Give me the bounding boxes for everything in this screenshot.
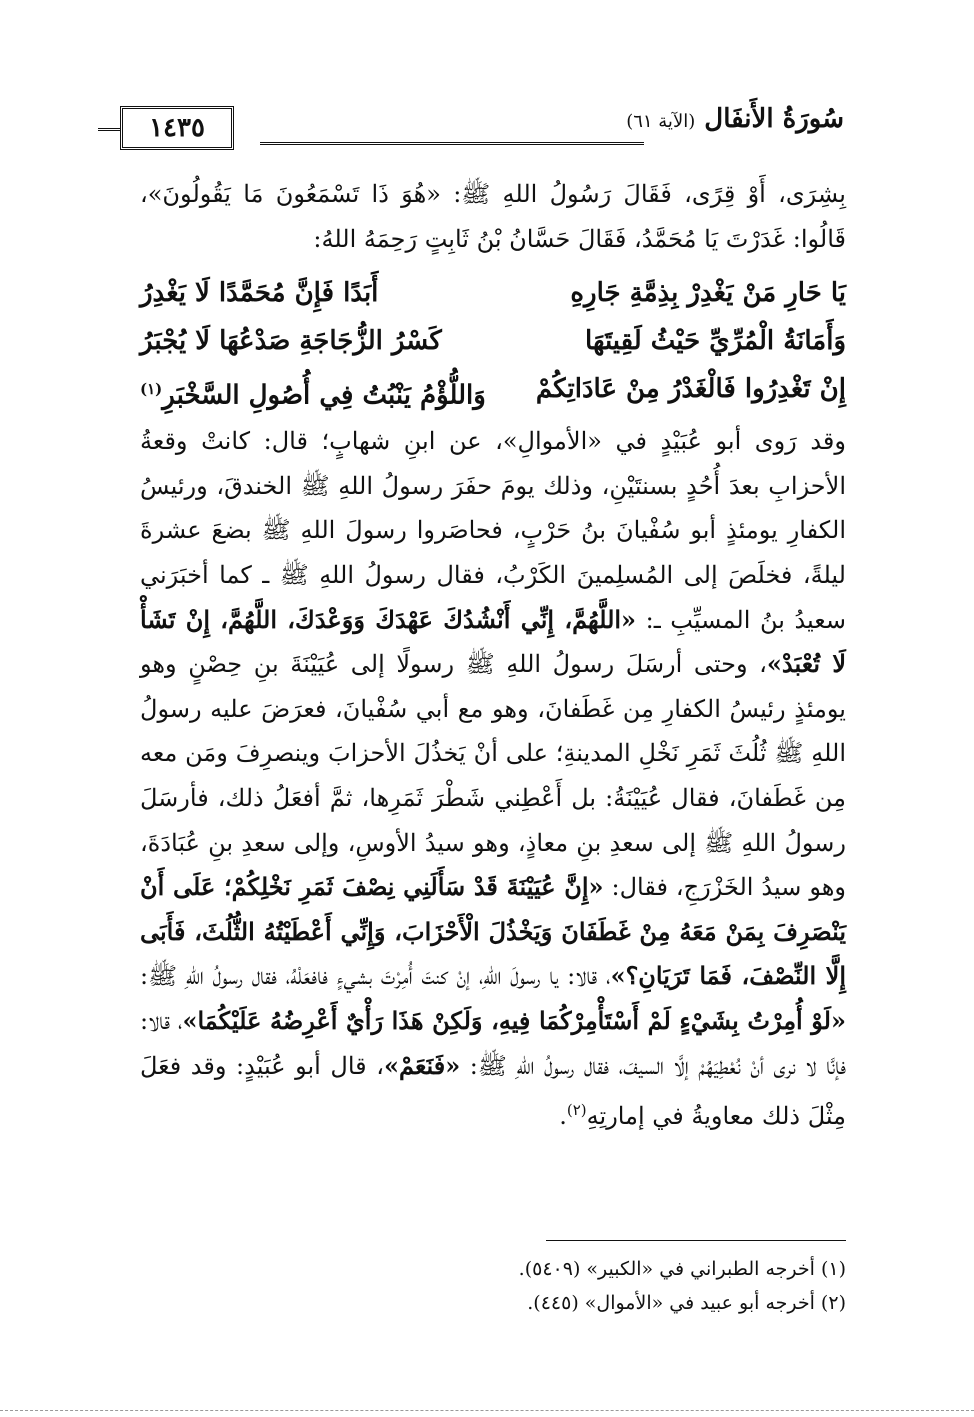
verse-first-half: إِنْ تَغْدِرُوا فَالْغَدْرُ مِنْ عَادَاتِكُمْ xyxy=(535,374,846,405)
hadith-quote: «فَنَعَمْ» xyxy=(383,1050,461,1080)
footnote-separator xyxy=(546,1240,846,1241)
footnote: (٢) أخرجه أبو عبيد في «الأموال» (٤٤٥). xyxy=(527,1292,846,1314)
narration-end: . xyxy=(559,1102,567,1131)
page-bottom-edge xyxy=(0,1410,974,1411)
page-header xyxy=(120,104,844,150)
verse-first-half: يَا حَارِ مَنْ يَغْدِرْ بِذِمَّةِ جَارِهِ xyxy=(570,278,846,309)
narration-text: وقد رَوى أبو عُبَيْدٍ في «الأموالِ»، عن ابنِ شهابٍ؛ قال: كانتْ وقعةُ الأحزابِ بعدَ أُحُدٍ بسنتَيْنِ، وذلك يومَ حفَرَ رسولُ اللهِ ﷺ الخندقَ، ورئيسُ الكفارِ يومئذٍ أبو سُفْيانَ بنُ حَرْبٍ، فحاصَروا رسولَ اللهِ ﷺ بضعَ عشرةَ ليلةً، فخلَصَ إلى المُسلِمينَ الكَرْبُ، فقال رسولُ اللهِ ﷺ ـ كما أخبَرَني سعيدُ بنُ المسيِّبِ ـ: xyxy=(140,427,846,634)
header-left-rule xyxy=(98,128,120,131)
hadith-quote: «لَوْ أُمِرْتُ بِشَيْءٍ لَمْ أَسْتَأْمِرْكُمَا فِيهِ، وَلَكِنْ هَذَا رَأْيٌ أَعْرِضُهُ عَلَيْكُمَا» xyxy=(182,1005,846,1035)
verse xyxy=(140,269,846,317)
footnote: (١) أخرجه الطبراني في «الكبير» (٥٤٠٩). xyxy=(518,1258,846,1280)
verse-first-half: وَأَمَانَةُ الْمُرِّيِّ حَيْثُ لَقِيتَهَا xyxy=(585,326,846,357)
footnotes xyxy=(140,1252,846,1320)
verse-second-half: أَبَدًا فَإِنَّ مُحَمَّدًا لَا يَغْدِرُ xyxy=(140,278,379,309)
verse-text: وَاللُّؤْمُ يَنْبُتُ فِي أُصُولِ السَّخْبَرِ xyxy=(162,380,486,411)
hadith-quote: «اللَّهُمَّ، إِنِّي أَنْشُدُكَ عَهْدَكَ وَوَعْدَكَ، اللَّهُمَّ، إِنْ تَشَأْ لَا تُعْبَدْ» xyxy=(140,604,847,679)
intro-paragraph: بِشِرَى، أَوْ قِرًى، فَقَالَ رَسُولُ اللهِ ﷺ: «هُوَ ذَا تَسْمَعُونَ مَا يَقُولُونَ»، قَالُوا: غَدَرْتَ يَا مُحَمَّدُ، فَقَالَ حَسَّانُ بْنُ ثَابِتٍ رَحِمَهُ اللهُ: xyxy=(140,180,846,253)
header-rule xyxy=(260,104,644,145)
page-number-box xyxy=(120,106,234,150)
narration-text: ، وحتى أرسَلَ رسولُ اللهِ ﷺ رسولًا إلى عُيَيْنَةَ بنِ حِصْنٍ وهو يومئذٍ رئيسُ الكفارِ مِن غَطَفانَ، وهو مع أبي سُفْيانَ، فعرَضَ عليه رسولُ اللهِ ﷺ ثُلُثَ ثَمَرِ نَخْلِ المدينةِ؛ على أنْ يَخذُلَ الأحزابَ وينصرِفَ ومَن معه مِن غَطَفانَ، فقال عُيَيْنَةُ: بل أَعْطِني شَطْرَ ثَمَرِها، ثمَّ أفعَلُ ذلك، فأرسَلَ رسولُ اللهِ ﷺ إلى سعدِ بنِ معاذٍ، وهو سيدُ الأوسِ، وإلى سعدِ بنِ عُبَادَةَ، وهو سيدُ الخَزْرَجِ، فقال: xyxy=(140,650,846,902)
page-body xyxy=(140,172,846,1139)
hadith-quote: «إِنَّ عُيَيْنَةَ قَدْ سَأَلَنِي نِصْفَ ثَمَرِ نَخْلِكُمْ؛ عَلَى أَنْ يَنْصَرِفَ بِمَنْ مَعَهُ مِنْ غَطَفَانَ وَيَخْذُلَ الْأَحْزَابَ، وَإِنِّي أَعْطَيْتُهُ الثُّلُثَ، فَأَبَى إِلَّا النِّصْفَ، فَمَا تَرَيَانِ؟» xyxy=(140,872,847,991)
footnote-ref: (٢) xyxy=(566,1101,587,1120)
ayah-reference: (الآية ٦١) xyxy=(626,111,696,132)
main-paragraph xyxy=(140,419,846,1139)
narration-text: ، قال أبو عُبَيْدٍ: وقد فعَلَ مِثْلَ ذلك معاويةُ في إمارتِهِ xyxy=(140,1051,846,1131)
verse-second-half xyxy=(140,365,486,413)
surah-title xyxy=(626,104,844,134)
narration-text: ، قالا: يا رسولَ اللهِ، إنْ كنتَ أُمِرْتَ بشيءٍ فافعَلْهُ، فقال رسولُ اللهِ ﷺ: xyxy=(140,962,611,991)
surah-name: سُورَةُ الأَنفَال xyxy=(704,104,844,134)
page-number: ١٤٣٥ xyxy=(149,113,205,143)
footnote-ref: (١) xyxy=(140,380,163,399)
narration-text: ، قالا: فإنَّا لا نرى أنْ نُعْطِيَهُمْ إلَّا السيفَ، فقال رسولُ اللهِ ﷺ: xyxy=(140,1006,846,1080)
verse-second-half: كَسْرُ الزُّجَاجَةِ صَدْعُهَا لَا يُجْبَرُ xyxy=(140,326,442,357)
verse xyxy=(140,365,846,413)
verse xyxy=(140,317,846,365)
poem xyxy=(140,269,846,413)
